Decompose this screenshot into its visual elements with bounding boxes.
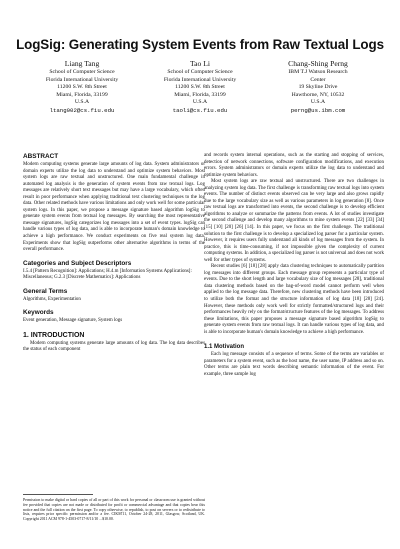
author-affiliation-line: School of Computer Science: [49, 69, 115, 75]
author-email: taoli@cs.fiu.edu: [172, 106, 228, 114]
general-terms-text: Algorithms, Experimentation: [23, 296, 81, 302]
categories-text: I.5.4 [Pattern Recognition]: Applications; H.4.m [Information Systems Applications]: Miscellaneous; G.2.3 [Discrete Mathematics]: Applications: [23, 268, 192, 281]
footnote-text: Permission to make digital or hard copies of all or part of this work for personal or classroom use is granted without fee provided that copies are not made or distributed for profit or commercial advantage and that copies bear this notice and the full citation on the first page. To copy otherwise, to republish, to post on servers or to redistribute to lists, requires prior specific permission and/or a fee. CIKM'11, October 24-28, 2011, Glasgow, Scotland, UK. Copyright 2011 ACM 978-1-4503-0717-8/11/10 ...$10.00.: [23, 498, 205, 522]
paper-title: LogSig: Generating System Events from Raw Textual Logs: [16, 37, 384, 52]
copyright-footnote: [23, 494, 205, 522]
author-affiliation-line: School of Computer Science: [167, 69, 233, 75]
author-name: Tao Li: [190, 59, 210, 68]
body-paragraph: Recent studies [6] [18] [28] apply data clustering techniques to automatically partition log messages into different groups. Each message group represents a particular type of events. Due to the short length and large vocabulary size of log messages [28], traditional data clustering methods based on the bag-of-word model cannot perform well when applied to the log message data. Therefore, new clustering methods have been introduced to utilize both the format and the structure information of log data [18] [28] [24]. However, these methods only work well for strictly formatted/structured logs and their performances heavily rely on the format/structure features of the log messages. To address these limitations, this paper proposes a message signature based algorithm logSig to generate system events from raw textual logs. It can handle various types of log data, and is able to incorporate human's domain knowledge to achieve a high performance.: [204, 264, 384, 335]
author-block: [140, 59, 260, 115]
abstract-text: Modern computing systems generate large amounts of log data. System administrators or domain experts utilize the log data to understand and optimize system behaviors. Most system logs are raw textual and unstructured. One main fundamental challenge in automated log analysis is the generation of system events from raw textual logs. Log messages are relatively short text messages but may have a large vocabulary, which often result in poor performance when applying traditional text clustering techniques to the log data. Other related methods have various limitations and only work well for some particular system logs. In this paper, we propose a message signature based algorithm logSig to generate system events from textual log messages. By searching the most representative message signatures, logSig categorizes log messages into a set of event types. logSig can handle various types of log data, and is able to incorporate human's domain knowledge to achieve a high performance. We conduct experiments on five real system log data. Experiments show that logSig outperforms other alternative algorithms in terms of the overall performance.: [23, 162, 205, 253]
author-email: ltang002@cs.fiu.edu: [49, 106, 115, 114]
right-column: [204, 153, 384, 379]
introduction-text: Modern computing systems generate large amounts of log data. The log data describes the status of each component: [23, 340, 205, 353]
author-affiliation-line: 11200 S.W. 8th Street: [175, 84, 225, 91]
author-name: Chang-Shing Perng: [288, 59, 348, 68]
author-block: [22, 59, 142, 115]
abstract-heading: ABSTRACT: [23, 153, 59, 160]
author-affiliation-line: 19 Skyline Drive: [298, 84, 338, 91]
motivation-text: Each log message consists of a sequence of terms. Some of the terms are variables or parameters for a system event, such as the host name, the user name, IP address and so on. Other terms are plain text words describing semantic information of the event. For example, three sample log: [204, 352, 384, 377]
motivation-heading: 1.1 Motivation: [204, 344, 245, 351]
author-affiliation-line: Miami, Florida, 33199: [56, 91, 108, 98]
introduction-heading: 1. INTRODUCTION: [23, 331, 85, 339]
author-affiliation-line: Center: [310, 76, 326, 83]
keywords-text: Event generation, Message signature, System logs: [23, 318, 123, 324]
author-affiliation-line: Florida International University: [45, 76, 119, 83]
left-column: [23, 153, 205, 354]
keywords-heading: Keywords: [23, 309, 54, 317]
author-name: Liang Tang: [64, 59, 100, 68]
body-paragraph: and records system internal operations, such as the starting and stopping of services, detection of network connections, software configuration modifications, and execution errors. System administrators or domain experts utilize the log data to understand and optimize system behaviors.: [204, 153, 384, 178]
body-paragraph: Most system logs are raw textual and unstructured. There are two challenges in analyzing system log data. The first challenge is transforming raw textual logs into system events. The number of distinct events observed can be very large and also grows rapidly due to the large vocabulary size as well as various parameters in log generation [8]. Once raw textual logs are transformed into events, the second challenge is to develop efficient algorithms to analyze or summarize the patterns from events. A lot of studies investigate the second challenge and develop many algorithms to mine system events [22] [33] [34] [15] [10] [20] [26] [14]. In this paper, we focus on the first challenge. The traditional solution to the first challenge is to develop a specialized log parser for a particular system. However, it requires users fully understand all kinds of log messages from the system. In practice, this is time-consuming, if not impossible given the complexity of current computing systems. In addition, a specialized log parser is not universal and does not work well for other types of systems.: [204, 179, 384, 263]
author-affiliation-line: Miami, Florida, 33199: [174, 91, 226, 98]
author-affiliation-line: Florida International University: [163, 76, 237, 83]
author-affiliation-line: U.S.A: [310, 99, 326, 106]
author-email: perng@us.ibm.com: [290, 106, 346, 114]
general-terms-heading: General Terms: [23, 287, 68, 295]
footnote-rule: [23, 494, 93, 495]
categories-heading: Categories and Subject Descriptors: [23, 259, 132, 267]
author-affiliation-line: 11200 S.W. 8th Street: [57, 84, 107, 91]
author-affiliation-line: IBM T.J Watson Research: [288, 69, 348, 75]
author-affiliation-line: U.S.A: [192, 99, 208, 106]
author-affiliation-line: U.S.A: [74, 99, 90, 106]
author-affiliation-line: Hawthorne, NY, 10532: [291, 91, 345, 98]
author-block: [258, 59, 378, 115]
